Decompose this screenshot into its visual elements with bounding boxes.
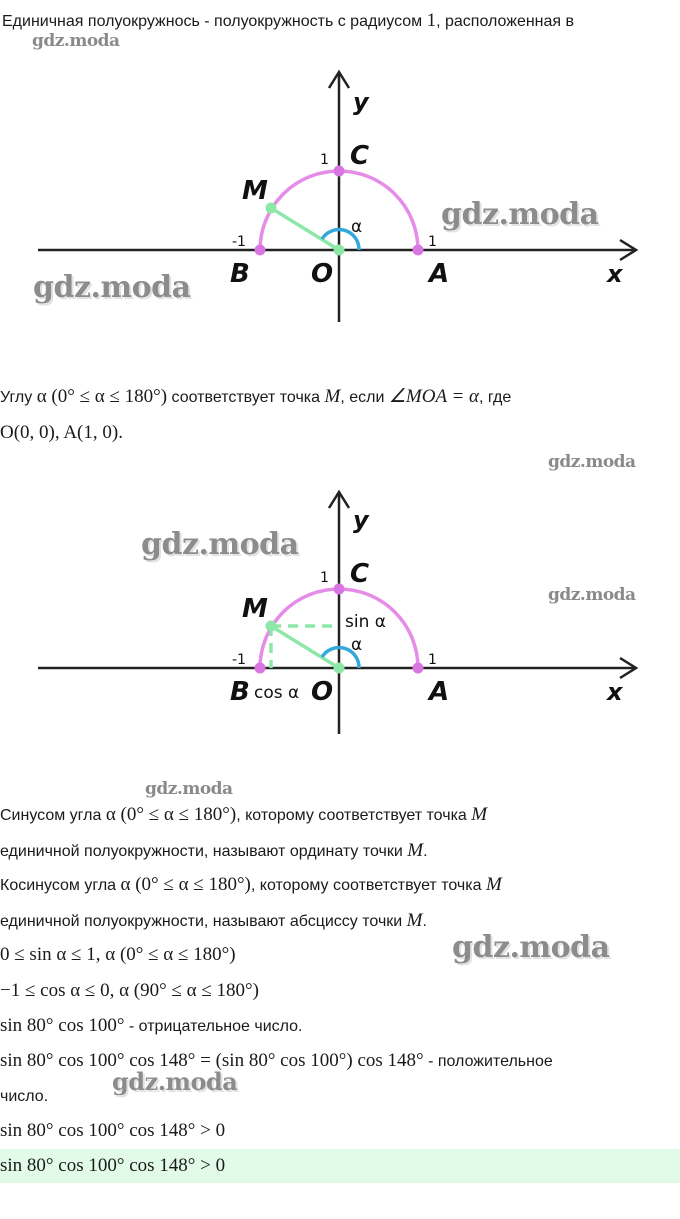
x-axis-label: x: [607, 260, 623, 288]
f4-math: sin 80° cos 100° cos 148° = (sin 80° cos 100°) cos 148°: [0, 1050, 424, 1071]
p2-c: , которому соответствует точка: [236, 807, 467, 824]
watermark: gdz.moda: [145, 779, 233, 799]
point-b-label: B: [230, 677, 250, 707]
formula-negative: [0, 1015, 303, 1038]
p1-c: соответствует точка: [171, 389, 321, 406]
radius-om: [271, 208, 339, 250]
p2-b: α (0° ≤ α ≤ 180°): [105, 804, 237, 825]
p1-g: , где: [479, 389, 512, 406]
formula-cos-range: [0, 980, 259, 1003]
watermark: gdz.moda: [441, 197, 599, 232]
formula-sin-range: [0, 944, 236, 967]
y-axis-label: y: [353, 506, 369, 534]
diagram-sin-cos: [0, 480, 680, 740]
f1: 0 ≤ sin α ≤ 1, α (0° ≤ α ≤ 180°): [0, 944, 236, 965]
point-b-dot: [255, 663, 266, 674]
f2: −1 ≤ cos α ≤ 0, α (90° ≤ α ≤ 180°): [0, 980, 259, 1001]
point-m-label: M: [242, 594, 268, 624]
cos-alpha-label: cos α: [254, 683, 300, 703]
point-a-dot: [413, 663, 424, 674]
x-axis-label: x: [607, 678, 623, 706]
paragraph-correspondence-line2: [0, 422, 123, 445]
point-o-dot: [334, 245, 345, 256]
watermark: gdz.moda: [548, 452, 636, 472]
watermark: gdz.moda: [33, 270, 191, 305]
f5: sin 80° cos 100° cos 148° > 0: [0, 1120, 226, 1141]
answer-line: [0, 1155, 225, 1178]
point-a-label: A: [429, 259, 450, 289]
formula-positive: [0, 1050, 553, 1073]
watermark: gdz.moda: [112, 1067, 238, 1096]
p3-a: Косинусом угла: [0, 877, 117, 894]
alpha-label: α: [351, 217, 363, 237]
answer: sin 80° cos 100° cos 148° > 0: [0, 1155, 226, 1176]
label-one-right: 1: [428, 652, 437, 668]
f4-text: - положительное: [423, 1053, 553, 1070]
label-one-top: 1: [320, 152, 329, 168]
label-one-right: 1: [428, 234, 437, 250]
f3-text: - отрицательное число.: [124, 1018, 303, 1035]
intro-line: [2, 10, 574, 33]
point-c-dot: [334, 166, 345, 177]
intro-tail: , расположенная в: [436, 13, 575, 30]
p2-e: единичной полуокружности, называют ординату точки: [0, 843, 403, 860]
point-o-label: O: [311, 677, 334, 707]
point-b-dot: [255, 245, 266, 256]
intro-text: Единичная полуокружнось - полуокружность с радиусом: [2, 13, 423, 30]
paragraph-correspondence: [0, 386, 511, 409]
p1-e: , если: [340, 389, 385, 406]
p1-b: α (0° ≤ α ≤ 180°): [36, 386, 168, 407]
p3-f: M: [406, 910, 423, 931]
sine-definition: [0, 804, 487, 827]
f4-text2: число.: [0, 1088, 49, 1105]
radius-om: [271, 626, 339, 668]
sin-alpha-label: sin α: [345, 612, 386, 632]
label-one-top: 1: [320, 570, 329, 586]
p2-g: .: [423, 843, 428, 860]
point-c-label: C: [350, 559, 370, 589]
sine-definition-line2: [0, 840, 428, 863]
watermark: gdz.moda: [452, 930, 610, 965]
formula-positive-line2: [0, 1086, 48, 1108]
cosine-definition-line2: [0, 910, 427, 933]
cosine-definition: [0, 874, 502, 897]
p3-d: M: [485, 874, 502, 895]
point-b-label: B: [230, 259, 250, 289]
point-c-label: C: [350, 141, 370, 171]
p1-a: Углу: [0, 389, 33, 406]
formula-result: [0, 1120, 225, 1143]
point-a-dot: [413, 245, 424, 256]
point-o-dot: [334, 663, 345, 674]
label-minus-one: -1: [232, 234, 246, 250]
p3-b: α (0° ≤ α ≤ 180°): [120, 874, 251, 895]
p3-e: единичной полуокружности, называют абсциссу точки: [0, 913, 403, 930]
p2-f: M: [407, 840, 424, 861]
p2-a: Синусом угла: [0, 807, 102, 824]
watermark: gdz.moda: [32, 31, 120, 51]
y-axis-label: y: [353, 88, 369, 116]
intro-radius: 1: [426, 10, 437, 31]
watermark: gdz.moda: [141, 527, 299, 562]
point-m-label: M: [242, 176, 268, 206]
p3-c: , которому соответствует точка: [250, 877, 482, 894]
point-o-label: O: [311, 259, 334, 289]
point-c-dot: [334, 584, 345, 595]
p1-d: M: [324, 386, 341, 407]
p1-f: ∠MOA = α: [388, 386, 479, 407]
alpha-label: α: [351, 635, 363, 655]
p1-h: O(0, 0), A(1, 0).: [0, 422, 123, 443]
watermark: gdz.moda: [548, 585, 636, 605]
p3-g: .: [422, 913, 427, 930]
label-minus-one: -1: [232, 652, 246, 668]
point-a-label: A: [429, 677, 450, 707]
p2-d: M: [471, 804, 488, 825]
f3-math: sin 80° cos 100°: [0, 1015, 125, 1036]
